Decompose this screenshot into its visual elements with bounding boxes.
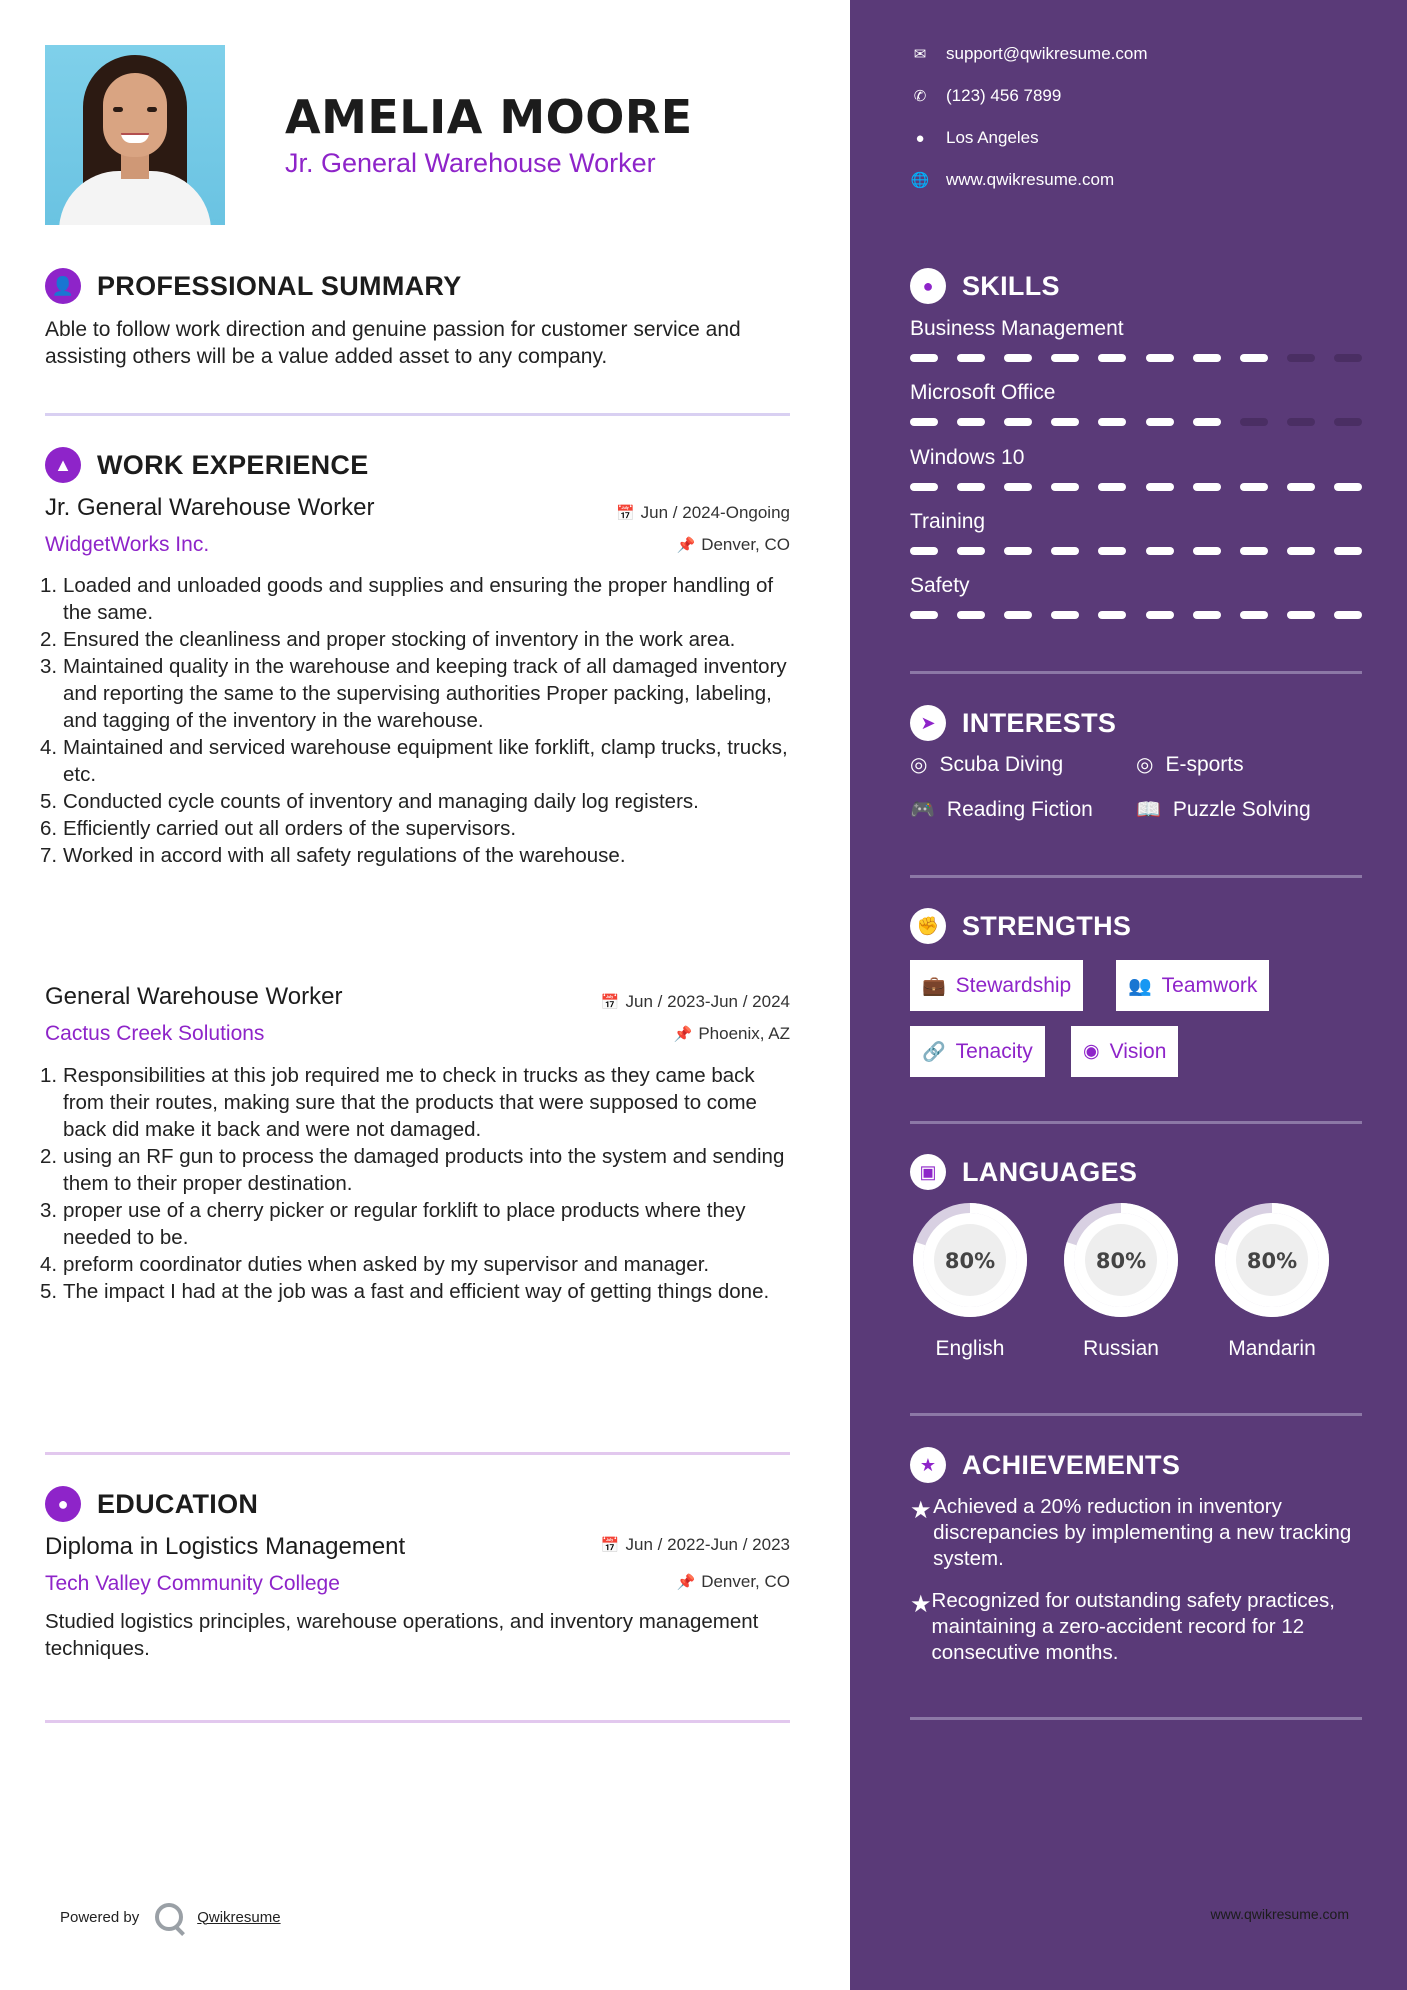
divider xyxy=(910,1413,1362,1416)
job-location: 📌 Phoenix, AZ xyxy=(673,1024,790,1043)
skill-dash xyxy=(1287,547,1315,555)
education-heading: ● EDUCATION xyxy=(45,1486,258,1522)
interest-item: ◎ Scuba Diving xyxy=(910,752,1064,776)
qwikresume-logo-icon xyxy=(155,1903,183,1931)
map-pin-icon: ● xyxy=(915,129,925,147)
pin-icon: 📌 xyxy=(676,1574,696,1591)
life-ring-icon: ◎ xyxy=(910,754,928,776)
achievement-item: ★ Recognized for outstanding safety practices, maintaining a zero-accident record for 12 consecutive months. xyxy=(910,1589,1335,1664)
language-ring xyxy=(910,1200,1030,1320)
office-chair-icon: ▲ xyxy=(45,447,81,483)
skill-dash xyxy=(1146,354,1174,362)
contact-phone: ✆ (123) 456 7899 xyxy=(910,86,1061,106)
language-item: 80% Mandarin xyxy=(1212,1200,1332,1361)
list-item: 6. Efficiently carried out all orders of the supervisors. xyxy=(40,817,517,840)
skill-bar xyxy=(910,611,1362,619)
skill-dash xyxy=(1193,418,1221,426)
skill-dash xyxy=(1051,418,1079,426)
interests-heading: ➤ INTERESTS xyxy=(910,705,1116,741)
skill-dash xyxy=(1240,611,1268,619)
language-ring xyxy=(1212,1200,1332,1320)
divider xyxy=(910,1717,1362,1720)
skill-dash xyxy=(957,418,985,426)
language-percent: 80% xyxy=(944,1249,996,1273)
skill-name: Training xyxy=(910,510,986,533)
skill-dash xyxy=(1287,483,1315,491)
envelope-icon: ✉ xyxy=(913,46,927,63)
skill-dash xyxy=(957,611,985,619)
work-heading: ▲ WORK EXPERIENCE xyxy=(45,447,369,483)
star-badge-icon: ★ xyxy=(910,1447,946,1483)
language-item: 80% Russian xyxy=(1061,1200,1181,1361)
strength-chip: ◉ Vision xyxy=(1071,1026,1178,1077)
job-date: 📅 Jun / 2023-Jun / 2024 xyxy=(600,992,790,1011)
skill-dash xyxy=(1051,354,1079,362)
summary-text: Able to follow work direction and genuine passion for customer service and assisting others will be a value added asset to any company. xyxy=(45,318,741,368)
skill-dash xyxy=(1146,418,1174,426)
calendar-icon: 📅 xyxy=(600,994,620,1011)
divider xyxy=(45,1452,790,1455)
skill-dash xyxy=(1146,547,1174,555)
skill-bar xyxy=(910,547,1362,555)
skill-dash xyxy=(1334,483,1362,491)
skill-dash xyxy=(1098,483,1126,491)
users-icon: 👥 xyxy=(1128,975,1152,997)
skill-dash xyxy=(1334,611,1362,619)
skill-dash xyxy=(1004,611,1032,619)
calendar-icon: 📅 xyxy=(615,505,635,522)
skill-dash xyxy=(1051,611,1079,619)
skill-dash xyxy=(1287,418,1315,426)
life-ring-icon: ◎ xyxy=(1136,754,1154,776)
skill-dash xyxy=(1334,418,1362,426)
list-item: 3. Maintained quality in the warehouse and keeping track of all damaged inventory and reporting the same to the supervising authorities Proper packing, labeling, and tagging of the inventory in the warehouse. xyxy=(40,655,787,732)
skill-dash xyxy=(1334,547,1362,555)
skill-dash xyxy=(910,483,938,491)
skill-dash xyxy=(910,611,938,619)
interest-item: 📖 Puzzle Solving xyxy=(1136,797,1311,821)
strength-chip: 👥 Teamwork xyxy=(1116,960,1269,1011)
skills-heading: ● SKILLS xyxy=(910,268,1060,304)
divider xyxy=(45,413,790,416)
skill-name: Windows 10 xyxy=(910,446,1025,469)
job-title: Jr. General Warehouse Worker xyxy=(45,494,375,521)
job-location: 📌 Denver, CO xyxy=(676,535,790,554)
contact-website[interactable]: 🌐 www.qwikresume.com xyxy=(910,170,1115,189)
summary-heading: 👤 PROFESSIONAL SUMMARY xyxy=(45,268,462,304)
language-percent: 80% xyxy=(1095,1249,1147,1273)
skill-name: Microsoft Office xyxy=(910,381,1056,404)
calendar-icon: 📅 xyxy=(600,1537,620,1554)
skill-dash xyxy=(1098,547,1126,555)
skill-dash xyxy=(1146,483,1174,491)
list-item: 4. preform coordinator duties when asked by my supervisor and manager. xyxy=(40,1253,710,1276)
brand-link[interactable]: Qwikresume xyxy=(197,1908,281,1926)
shooting-star-icon: ★ xyxy=(910,1591,932,1618)
skill-dash xyxy=(1193,483,1221,491)
language-item: 80% English xyxy=(910,1200,1030,1361)
achievement-item: ★ Achieved a 20% reduction in inventory discrepancies by implementing a new tracking system. xyxy=(910,1495,1352,1570)
job-bullets xyxy=(40,1062,800,1305)
list-item: 5. Conducted cycle counts of inventory and managing daily log registers. xyxy=(40,790,699,813)
education-location: 📌 Denver, CO xyxy=(676,1572,790,1591)
skill-dash xyxy=(1004,354,1032,362)
gamepad-icon: 🎮 xyxy=(910,799,935,821)
degree-title: Diploma in Logistics Management xyxy=(45,1533,406,1560)
book-icon: 📖 xyxy=(1136,799,1161,821)
skill-dash xyxy=(1240,547,1268,555)
list-item: 2. using an RF gun to process the damaged products into the system and sending them to their proper destination. xyxy=(40,1145,785,1195)
pin-icon: 📌 xyxy=(676,537,696,554)
skill-dash xyxy=(1004,483,1032,491)
divider xyxy=(910,671,1362,674)
skill-dash xyxy=(1240,418,1268,426)
skill-dash xyxy=(1334,354,1362,362)
job-title: General Warehouse Worker xyxy=(45,983,343,1010)
strengths-heading: ✊ STRENGTHS xyxy=(910,908,1131,944)
list-item: 2. Ensured the cleanliness and proper stocking of inventory in the work area. xyxy=(40,628,736,651)
footer-site[interactable]: www.qwikresume.com xyxy=(1210,1906,1349,1922)
skill-dash xyxy=(1004,547,1032,555)
contact-location: ● Los Angeles xyxy=(910,128,1039,148)
contact-email[interactable]: ✉ support@qwikresume.com xyxy=(910,44,1148,64)
skill-dash xyxy=(1051,483,1079,491)
divider xyxy=(45,1720,790,1723)
fist-icon: ✊ xyxy=(910,908,946,944)
strength-chip: 🔗 Tenacity xyxy=(910,1026,1045,1077)
education-date: 📅 Jun / 2022-Jun / 2023 xyxy=(600,1535,790,1554)
skill-bar xyxy=(910,418,1362,426)
list-item: 7. Worked in accord with all safety regulations of the warehouse. xyxy=(40,844,626,867)
skill-dash xyxy=(1193,354,1221,362)
skill-dash xyxy=(1098,354,1126,362)
powered-by: Powered by Qwikresume xyxy=(60,1903,281,1931)
skill-dash xyxy=(957,354,985,362)
skill-dash xyxy=(1098,611,1126,619)
interest-item: 🎮 Reading Fiction xyxy=(910,797,1093,821)
lightbulb-icon: ● xyxy=(910,268,946,304)
skill-dash xyxy=(1240,483,1268,491)
pin-icon: 📌 xyxy=(673,1026,693,1043)
skill-dash xyxy=(1287,354,1315,362)
skill-bar xyxy=(910,354,1362,362)
list-item: 3. proper use of a cherry picker or regular forklift to place products where they needed to be. xyxy=(40,1199,746,1249)
skill-dash xyxy=(1051,547,1079,555)
globe-icon: 🌐 xyxy=(910,172,930,189)
skill-dash xyxy=(957,483,985,491)
skill-dash xyxy=(1098,418,1126,426)
list-item: 4. Maintained and serviced warehouse equipment like forklift, clamp trucks, trucks, etc. xyxy=(40,736,788,786)
interest-item: ◎ E-sports xyxy=(1136,752,1244,776)
skill-dash xyxy=(1146,611,1174,619)
link-icon: 🔗 xyxy=(922,1041,946,1063)
language-icon: ▣ xyxy=(910,1154,946,1190)
list-item: 1. Responsibilities at this job required me to check in trucks as they came back from their routes, making sure that the products that were supposed to come back did make it back and were not damaged. xyxy=(40,1064,757,1141)
divider xyxy=(910,1121,1362,1124)
job-company: WidgetWorks Inc. xyxy=(45,533,210,556)
skill-dash xyxy=(1240,354,1268,362)
candidate-title: Jr. General Warehouse Worker xyxy=(285,148,656,178)
education-text: Studied logistics principles, warehouse operations, and inventory management techniques. xyxy=(45,1610,759,1660)
skill-dash xyxy=(910,418,938,426)
languages-heading: ▣ LANGUAGES xyxy=(910,1154,1137,1190)
skill-dash xyxy=(1287,611,1315,619)
language-ring xyxy=(1061,1200,1181,1320)
achievements-heading: ★ ACHIEVEMENTS xyxy=(910,1447,1180,1483)
skill-dash xyxy=(957,547,985,555)
profile-photo xyxy=(45,45,225,225)
school-name: Tech Valley Community College xyxy=(45,1572,340,1595)
candidate-name: AMELIA MOORE xyxy=(285,90,693,144)
user-icon: 👤 xyxy=(45,268,81,304)
job-company: Cactus Creek Solutions xyxy=(45,1022,265,1045)
divider xyxy=(910,875,1362,878)
shooting-star-icon: ★ xyxy=(910,1497,932,1524)
phone-icon: ✆ xyxy=(913,88,927,105)
skill-dash xyxy=(910,354,938,362)
binoculars-icon: ◉ xyxy=(1083,1041,1100,1062)
paper-plane-icon: ➤ xyxy=(910,705,946,741)
skill-dash xyxy=(1193,611,1221,619)
skill-name: Safety xyxy=(910,574,970,597)
list-item: 5. The impact I had at the job was a fast and efficient way of getting things done. xyxy=(40,1280,770,1303)
skill-dash xyxy=(1193,547,1221,555)
skill-bar xyxy=(910,483,1362,491)
sidebar xyxy=(850,0,1407,1990)
briefcase-icon: 💼 xyxy=(922,975,946,997)
job-bullets xyxy=(40,572,800,869)
skill-dash xyxy=(910,547,938,555)
skill-name: Business Management xyxy=(910,317,1124,340)
language-percent: 80% xyxy=(1246,1249,1298,1273)
list-item: 1. Loaded and unloaded goods and supplies and ensuring the proper handling of the same. xyxy=(40,574,774,624)
strength-chip: 💼 Stewardship xyxy=(910,960,1083,1011)
graduate-icon: ● xyxy=(45,1486,81,1522)
skill-dash xyxy=(1004,418,1032,426)
job-date: 📅 Jun / 2024-Ongoing xyxy=(615,503,790,522)
